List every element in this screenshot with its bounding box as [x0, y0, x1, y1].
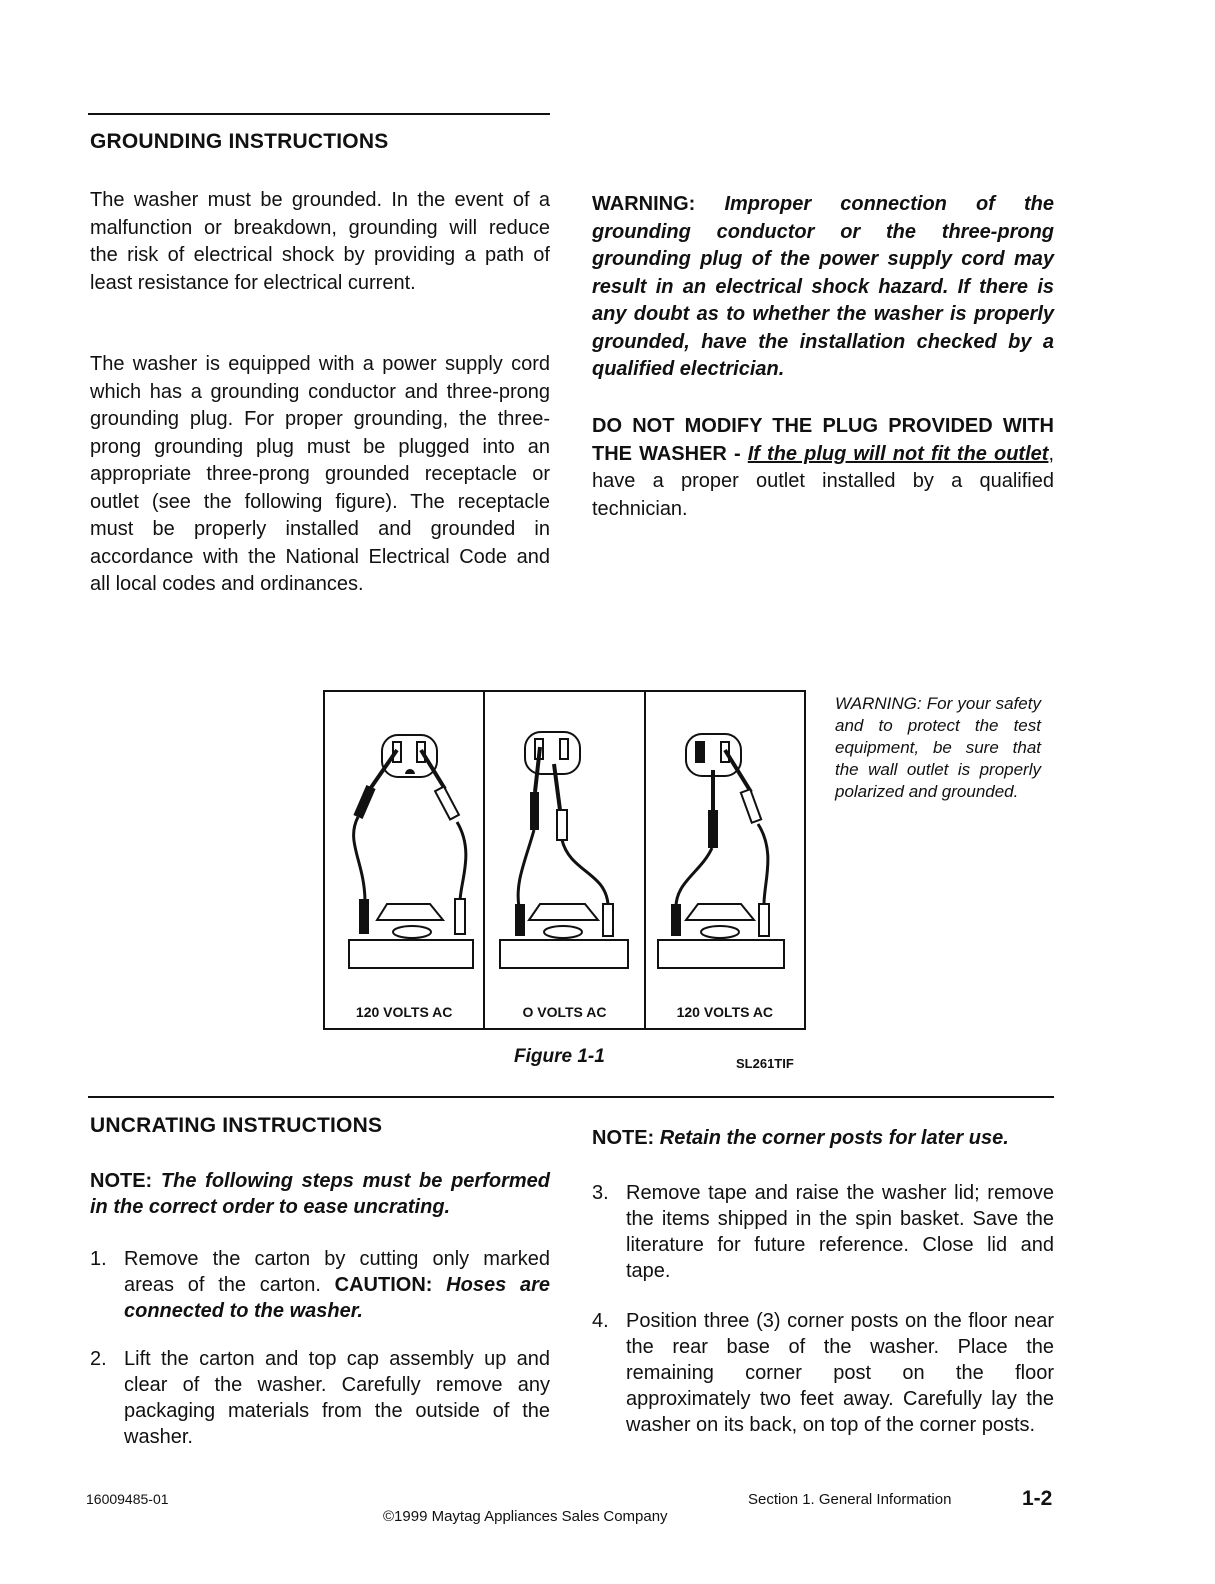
figure-caption: Figure 1-1: [514, 1046, 605, 1067]
figure-panel: [646, 692, 804, 1028]
doc-number: 16009485-01: [86, 1491, 169, 1507]
note2-text: Retain the corner posts for later use.: [659, 1127, 1009, 1149]
uncrating-steps-right: [592, 1180, 1054, 1438]
meter-outlet-illustration-icon: [485, 692, 640, 992]
grounding-para-2: The washer is equipped with a power supply cord which has a grounding conductor and three-prong grounding plug. For proper grounding, the three-prong grounding plug must be plugged into an appropriate three-prong grounded receptacle or outlet (see the following figure). The receptacle must be properly installed and grounded in accordance with the National Electrical Code and all local codes and ordinances.: [90, 353, 550, 595]
caution-text: Hoses are connected to the washer.: [124, 1274, 550, 1322]
step-number: 4.: [592, 1310, 609, 1332]
step-text: Lift the carton and top cap assembly up and clear of the washer. Carefully remove any packaging materials from the outside of the washer.: [124, 1348, 550, 1448]
uncrating-note: [90, 1168, 550, 1220]
note-text: The following steps must be performed in the correct order to ease uncrating.: [90, 1170, 550, 1218]
figure-outlet-test: [323, 690, 806, 1030]
note-label: NOTE:: [90, 1170, 153, 1192]
uncrating-steps-left: [90, 1246, 550, 1450]
list-item: [592, 1180, 1054, 1284]
uncrating-title: UNCRATING INSTRUCTIONS: [90, 1114, 383, 1137]
section-rule: [88, 1096, 1054, 1098]
copyright: ©1999 Maytag Appliances Sales Company: [383, 1508, 668, 1525]
step-number: 2.: [90, 1348, 107, 1370]
step-text: Remove the carton by cutting only marked areas of the carton.: [124, 1248, 550, 1296]
warning-label: WARNING:: [592, 193, 696, 215]
panel-label: 120 VOLTS AC: [355, 1004, 453, 1020]
meter-outlet-illustration-icon: [646, 692, 804, 992]
modify-link: If the plug will not fit the outlet: [747, 442, 1049, 465]
modify-rest: , have a proper outlet installed by a qualified technician.: [592, 442, 1054, 520]
list-item: [592, 1308, 1054, 1438]
caution-label: CAUTION:: [334, 1274, 433, 1296]
meter-outlet-illustration-icon: [325, 692, 493, 992]
list-item: [90, 1346, 550, 1450]
step-text: Position three (3) corner posts on the floor near the rear base of the washer. Place the remaining corner post on the floor approximately two feet away. Carefully lay the washer on its back, on top of the corner posts.: [626, 1310, 1054, 1436]
figure-panel: [485, 692, 645, 1028]
step-number: 3.: [592, 1182, 609, 1204]
figure-panel: [325, 692, 485, 1028]
section-label: Section 1. General Information: [748, 1491, 952, 1508]
list-item: [90, 1246, 550, 1324]
modify-plug-note: [592, 413, 1054, 523]
page-number: 1-2: [1022, 1487, 1053, 1510]
grounding-para-1: The washer must be grounded. In the event of a malfunction or breakdown, grounding will reduce the risk of electrical shock by providing a path of least resistance for electrical current.: [90, 189, 550, 294]
grounding-warning: [592, 191, 1054, 384]
note2-label: NOTE:: [592, 1127, 655, 1149]
modify-bold: DO NOT MODIFY THE PLUG PROVIDED WITH THE WASHER -: [592, 415, 1054, 465]
panel-label: 120 VOLTS AC: [676, 1004, 774, 1020]
figure-code: SL261TIF: [736, 1056, 794, 1071]
panel-label: O VOLTS AC: [522, 1004, 607, 1020]
retain-note: [592, 1125, 1054, 1153]
figure-side-warning: WARNING: For your safety and to protect the test equipment, be sure that the wall outlet is properly polarized and grounded.: [835, 694, 1041, 801]
step-text: Remove tape and raise the washer lid; remove the items shipped in the spin basket. Save the literature for future reference. Close lid and tape.: [626, 1182, 1054, 1282]
grounding-title: GROUNDING INSTRUCTIONS: [90, 130, 389, 153]
top-rule: [88, 113, 550, 115]
step-number: 1.: [90, 1248, 107, 1270]
warning-text: Improper connection of the grounding conductor or the three-prong grounding plug of the power supply cord may result in an electrical shock hazard. If there is any doubt as to whether the washer is properly grounded, have the installation checked by a qualified electrician.: [592, 193, 1054, 380]
